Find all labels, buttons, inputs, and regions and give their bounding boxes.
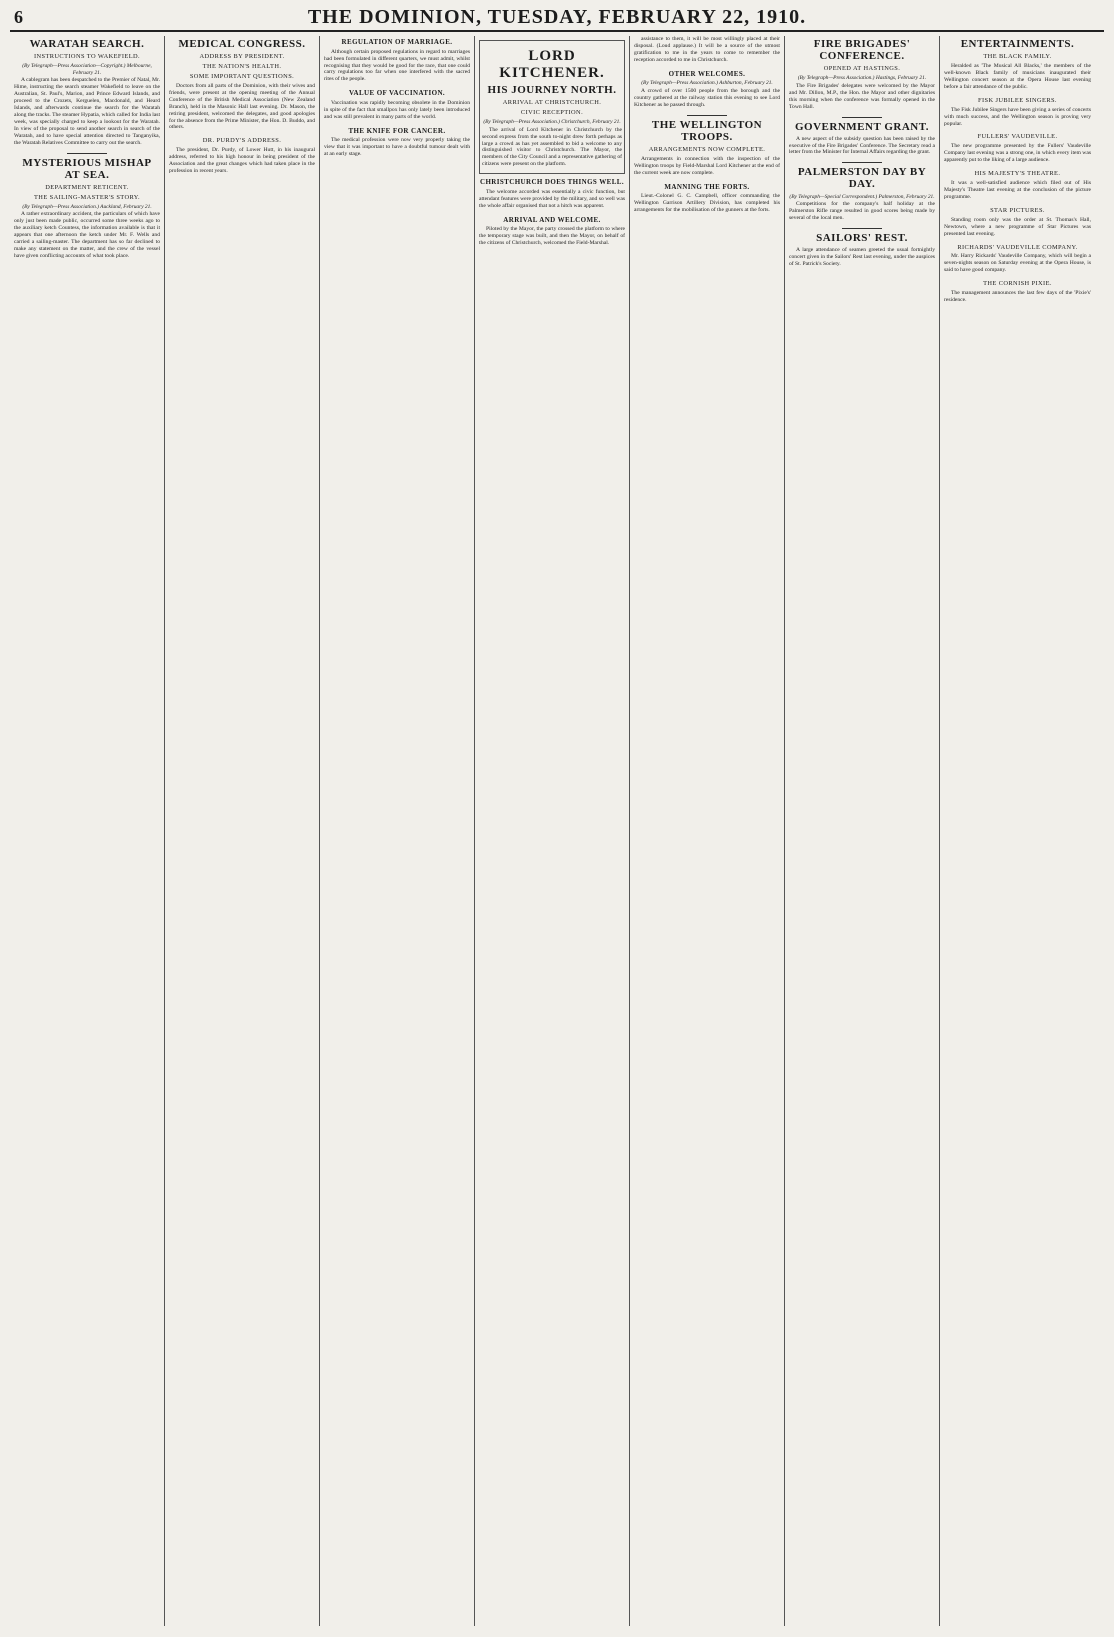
article-headline: ENTERTAINMENTS. (960, 38, 1075, 50)
article (944, 207, 1091, 238)
article (944, 244, 1091, 275)
article (169, 137, 315, 175)
article (944, 38, 1091, 91)
article-body: Heralded as 'The Musical All Blacks,' the members of the well-known Black family of musicians inaugurated their Wellington concert season at the Opera House last evening before a fair attendance of the public. (944, 63, 1091, 90)
article-subhead: THE KNIFE FOR CANCER. (348, 126, 446, 135)
column-3 (320, 36, 475, 1626)
article-subhead: THE NATION'S HEALTH. (202, 63, 282, 71)
article-body: A large attendance of seamen greeted the usual fortnightly concert given in the Sailors' Rest last evening, under the auspices of St. Patrick's Society. (789, 247, 935, 267)
article-body: Although certain proposed regulations in regard to marriages had been formulated in different quarters, we must admit, whilst recognising that they would be good for the race, that one could carry regulations too far when one interfered with the sacred rites of the people. (324, 48, 470, 83)
article-body: The president, Dr. Purdy, of Lower Hutt, in his inaugural address, referred to his high honour in being president of the Association and the great changes which had taken place in the profession in recent years. (169, 147, 315, 175)
column-6 (785, 36, 940, 1626)
article (634, 70, 780, 109)
article-body: The welcome accorded was essentially a civic function, but attendant features were provided by the military, and so well was the whole affair organised that not a hitch was apparent. (479, 188, 625, 209)
dateline: (By Telegraph—Press Association.) Christchurch, February 21. (483, 118, 621, 125)
article-body: The medical profession were now very properly taking the view that it was important to have a doubtful tumour dealt with at an early stage. (324, 137, 470, 158)
article-subhead: CHRISTCHURCH DOES THINGS WELL. (480, 178, 624, 187)
article-subhead: MANNING THE FORTS. (664, 182, 750, 191)
column-1 (10, 36, 165, 1626)
article-body: The Fisk Jubilee Singers have been giving a series of concerts with much success, and the Wellington season is proving very popular. (944, 106, 1091, 127)
article-headline: SAILORS' REST. (816, 232, 908, 245)
dateline: (By Telegraph—Special Correspondent.) Palmerston, February 21. (789, 193, 935, 200)
columns (10, 36, 1104, 1626)
divider (842, 162, 882, 163)
article-subhead: HIS JOURNEY NORTH. (487, 84, 617, 96)
article (634, 119, 780, 177)
article-subhead: DEPARTMENT RETICENT. (45, 183, 129, 191)
article (324, 89, 470, 120)
dateline: (By Telegraph—Press Association.) Ashburton, February 21. (641, 80, 773, 87)
article-body: Doctors from all parts of the Dominion, with their wives and friends, were present at the opening meeting of the Annual Conference of the British Medical Association (New Zealand Branch), held in the Masonic Hall last evening. Dr. Mason, the retiring president, welcomed the delegates, and good apologies for the absence from the Prime Minister, the Hon. D. Buddo, and others. (169, 82, 315, 131)
article-subhead: ARRIVAL AND WELCOME. (503, 215, 601, 224)
article-body: A crowd of over 1500 people from the borough and the country gathered at the railway station this evening to see Lord Kitchener as he passed through. (634, 88, 780, 108)
article (324, 38, 470, 83)
article-headline: GOVERNMENT GRANT. (795, 120, 929, 133)
article (634, 183, 780, 214)
article-body: The arrival of Lord Kitchener in Christchurch by the second express from the south to-night drew forth perhaps as large a crowd as has yet assembled to bid a welcome to any distinguished visitor to Christchurch. The Mayor, the members of the City Council and a representative gathering of citizens were present on the platform. (482, 126, 622, 168)
article (324, 127, 470, 158)
divider (687, 115, 727, 116)
article-headline: MEDICAL CONGRESS. (178, 38, 306, 50)
divider (842, 228, 882, 229)
article-body: assistance to them, it will be most willingly placed at their disposal. (Loud applause.) It will be a source of the utmost gratification to me in the years to come to remember the reception accorded to me in Christchurch. (634, 36, 780, 63)
article-subhead: VALUE OF VACCINATION. (348, 89, 446, 98)
article-body: Mr. Harry Rickards' Vaudeville Company, which will begin a seven-nights season on Saturday evening at the Opera House, is said to have good company. (944, 253, 1091, 274)
article-body: The Fire Brigades' delegates were welcomed by the Mayor and Mr. Dillon, M.P., the Hon. the Mayor and other dignitaries this morning when the conference was formally opened in the Town Hall. (789, 82, 935, 110)
article-headline: WARATAH SEARCH. (29, 38, 145, 50)
dateline: (By Telegraph—Press Association—Copyright.) Melbourne, February 21. (22, 63, 152, 76)
article (789, 232, 935, 268)
article-body: Competitions for the company's half holiday at the Palmerston Rifle range resulted in good scores being made by several of the local men. (789, 201, 935, 222)
article (634, 36, 780, 64)
article-headline: THE WELLINGTON TROOPS. (651, 118, 763, 143)
article-subhead: OTHER WELCOMES. (668, 69, 746, 78)
article-body: It was a well-satisfied audience which filed out of His Majesty's Theatre last evening at the conclusion of the picture programme. (944, 180, 1091, 200)
divider (842, 117, 882, 118)
article-headline: LORD KITCHENER. (499, 48, 605, 81)
article (944, 280, 1091, 304)
article (14, 157, 160, 260)
divider (67, 153, 107, 154)
article-subhead: OPENED AT HASTINGS. (823, 65, 901, 73)
article-subhead: SOME IMPORTANT QUESTIONS. (189, 72, 295, 80)
column-2 (165, 36, 320, 1626)
article (944, 170, 1091, 201)
article-body: A rather extraordinary accident, the particulars of which have only just been made public, occurred some three weeks ago to the auxiliary ketch Countess, the information available is that it appears that one afternoon the ketch under Mr. F. Wells and carried a sailing-master. The department has so far declined to make any statement on the matter, and the crew of the vessel have given conflicting accounts of what took place. (14, 211, 160, 259)
article (169, 38, 315, 131)
article (14, 38, 160, 147)
article-body: A new aspect of the subsidy question has been raised by the executive of the Fire Brigades' Conference. The Secretary read a letter from the Minister for Internal Affairs regarding the grant. (789, 135, 935, 156)
article-headline: MYSTERIOUS MISHAP AT SEA. (22, 156, 152, 181)
article-subhead: THE BLACK FAMILY. (983, 53, 1052, 61)
article-subhead: FULLERS' VAUDEVILLE. (977, 133, 1058, 141)
dateline: (By Telegraph—Press Association.) Auckland, February 21. (22, 203, 152, 210)
article-subhead: INSTRUCTIONS TO WAKEFIELD. (33, 53, 141, 61)
article-body: A cablegram has been despatched to the Premier of Natal, Mr. Hime, instructing the search steamer Wakefield to leave on the Australian, St. Paul's, Marion, and Prince Edward Islands, and proceed to the Crozets, Kerguelen, Macdonald, and Heard Islands, and afterwards continue the search for the Waratah along the tracks. The steamer Hypatia, which called for India last week, was specially charged to keep a lookout for the Waratah. In view of the proposal to send another search in search of the Waratah, and to have special attention directed to Tanganyika, the Waratah Relatives Committee to carry out the search. (14, 77, 160, 146)
article-subhead: REGULATION OF MARRIAGE. (341, 38, 453, 46)
article-subhead: THE SAILING-MASTER'S STORY. (34, 193, 140, 201)
masthead-title: THE DOMINION, TUESDAY, FEBRUARY 22, 1910. (307, 5, 807, 28)
article-body: Vaccination was rapidly becoming obsolete in the Dominion in spite of the fact that smallpox has only lately been introduced and was still prevalent in many parts of the world. (324, 99, 470, 120)
article-subhead: FISK JUBILEE SINGERS. (978, 96, 1057, 104)
article (789, 38, 935, 111)
article-body: Lieut.-Colonel G. C. Campbell, officer commanding the Wellington Garrison Artillery Division, has completed his arrangements for the mobilisation of the gunners at the forts. (634, 193, 780, 214)
article-body: Piloted by the Mayor, the party crossed the platform to where the temporary stage was built, and then the Mayor, on behalf of the citizens of Christchurch, welcomed the Field-Marshal. (479, 226, 625, 247)
article-subhead: ARRIVAL AT CHRISTCHURCH. (502, 99, 602, 107)
article (944, 133, 1091, 164)
article-body: The new programme presented by the Fullers' Vaudeville Company last evening was a strong one, in which every item was apparently put to the liking of a large audience. (944, 143, 1091, 164)
article (789, 166, 935, 222)
article-subhead: STAR PICTURES. (990, 206, 1045, 214)
article-headline: PALMERSTON DAY BY DAY. (797, 166, 927, 191)
article-body: Standing room only was the order at St. Thomas's Hall, Newtown, where a new programme of Star Pictures was presented last evening. (944, 216, 1091, 237)
dateline: (By Telegraph—Press Association.) Hastings, February 21. (797, 75, 927, 82)
article (479, 216, 625, 247)
article-subhead: CIVIC RECEPTION. (520, 109, 584, 117)
article-subhead: HIS MAJESTY'S THEATRE. (974, 170, 1061, 178)
article-body: Arrangements in connection with the inspection of the Wellington troops by Field-Marshal Lord Kitchener at the end of the current week are now complete. (634, 155, 780, 176)
article-subhead: ADDRESS BY PRESIDENT. (199, 53, 285, 61)
article-headline: FIRE BRIGADES' CONFERENCE. (813, 38, 911, 63)
article (479, 178, 625, 209)
masthead (10, 4, 1104, 32)
article-subhead: DR. PURDY'S ADDRESS. (202, 137, 282, 145)
page-number: 6 (14, 6, 23, 27)
article-subhead: ARRANGEMENTS NOW COMPLETE. (648, 146, 766, 154)
column-4 (475, 36, 630, 1626)
column-7 (940, 36, 1095, 1626)
article (479, 40, 625, 174)
article-subhead: THE CORNISH PIXIE. (983, 280, 1052, 288)
article-body: The management announces the last few days of the 'Pixie's' residence. (944, 290, 1091, 304)
column-5 (630, 36, 785, 1626)
article (789, 121, 935, 157)
article (944, 97, 1091, 128)
article-subhead: RICHARDS' VAUDEVILLE COMPANY. (957, 243, 1078, 251)
